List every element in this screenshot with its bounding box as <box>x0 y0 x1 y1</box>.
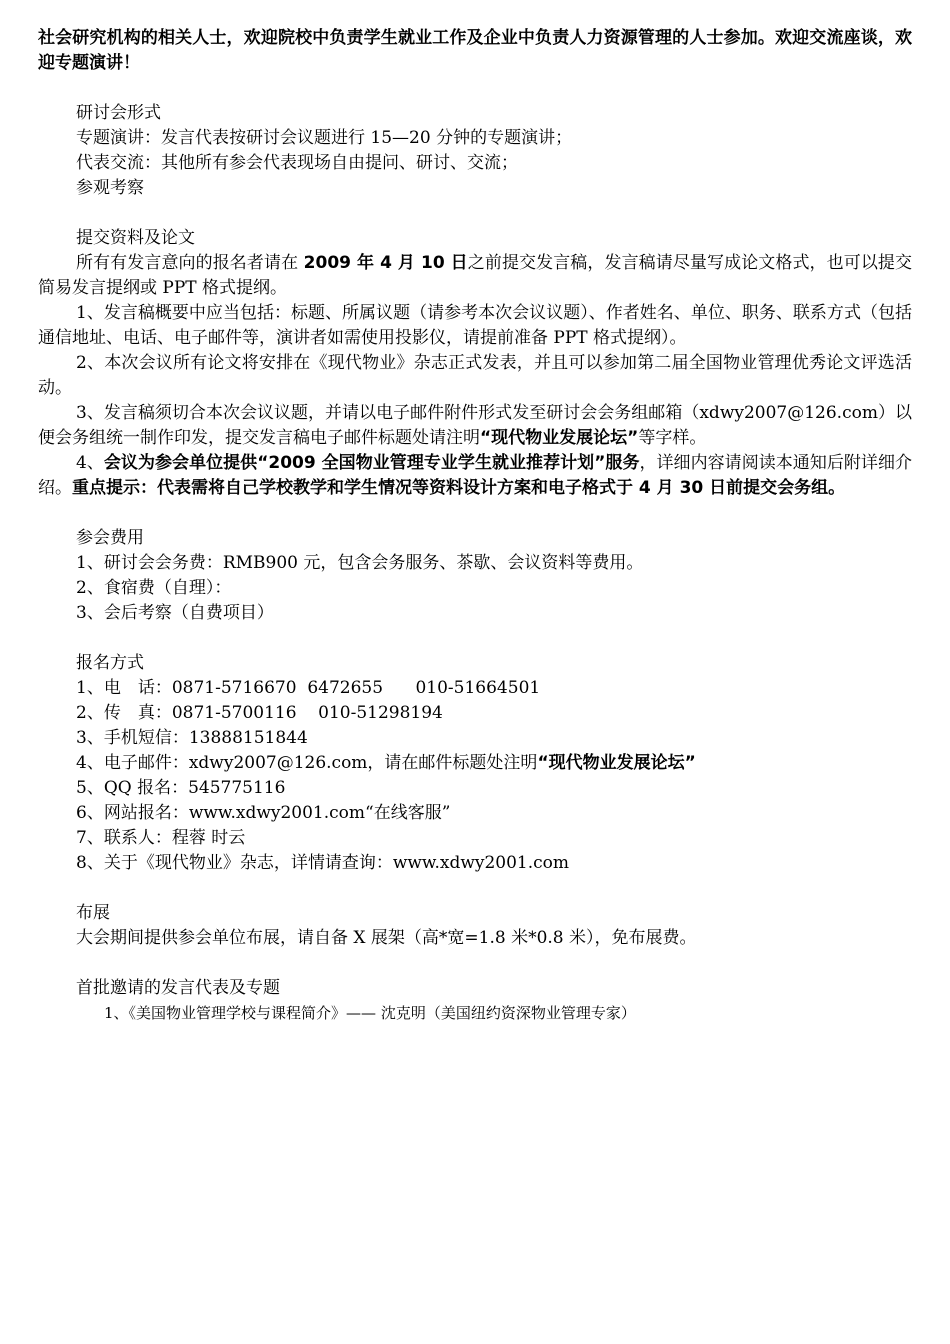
registration-item: 7、联系人：程蓉 时云 <box>76 828 246 848</box>
section-heading-registration: 报名方式 <box>76 653 144 673</box>
submission-item <box>38 401 912 451</box>
registration-item: 8、关于《现代物业》杂志，详情请查询：www.xdwy2001.com <box>76 853 570 873</box>
submission-paragraph <box>38 251 912 301</box>
section-heading-submission: 提交资料及论文 <box>76 228 195 248</box>
text-span: 等字样。 <box>638 428 707 448</box>
speaker-item: 1、《美国物业管理学校与课程简介》—— 沈克明（美国纽约资深物业管理专家） <box>104 1004 636 1022</box>
registration-item: 6、网站报名：www.xdwy2001.com“在线客服” <box>76 803 451 823</box>
service-emphasis: 会议为参会单位提供“2009 全国物业管理专业学生就业推荐计划”服务 <box>103 453 640 473</box>
section-heading-speakers: 首批邀请的发言代表及专题 <box>76 978 280 998</box>
fee-item: 3、会后考察（自费项目） <box>76 603 274 623</box>
registration-item: 1、电 话：0871-5716670 6472655 010-51664501 <box>76 678 541 698</box>
format-item: 参观考察 <box>76 178 144 198</box>
text-span: 所有有发言意向的报名者请在 <box>76 253 304 273</box>
intro-paragraph: 社会研究机构的相关人士，欢迎院校中负责学生就业工作及企业中负责人力资源管理的人士参加。欢迎交流座谈，欢迎专题演讲！ <box>38 28 912 73</box>
submission-item <box>38 451 912 501</box>
section-heading-format: 研讨会形式 <box>76 103 161 123</box>
section-heading-exhibition: 布展 <box>76 903 110 923</box>
format-item: 代表交流：其他所有参会代表现场自由提问、研讨、交流； <box>76 153 518 173</box>
registration-item: 3、手机短信：13888151844 <box>76 728 308 748</box>
format-item: 专题演讲：发言代表按研讨会议题进行 15—20 分钟的专题演讲； <box>76 128 573 148</box>
text-span: 4、 <box>76 453 104 473</box>
text-span: ，详细内容请阅读本通知后附详细介绍。 <box>38 453 913 498</box>
section-heading-fees: 参会费用 <box>76 528 144 548</box>
forum-name-emphasis: “现代物业发展论坛” <box>480 428 639 448</box>
registration-item <box>38 751 912 776</box>
submission-item: 1、发言稿概要中应当包括：标题、所属议题（请参考本次会议议题）、作者姓名、单位、职务、联系方式（包括通信地址、电话、电子邮件等，演讲者如需使用投影仪，请提前准备 PPT 格式提纲）。 <box>38 303 912 348</box>
registration-item: 2、传 真：0871-5700116 010-51298194 <box>76 703 443 723</box>
document-content <box>38 26 912 1026</box>
fee-item: 1、研讨会会务费：RMB900 元，包含会务服务、茶歇、会议资料等费用。 <box>76 553 644 573</box>
submission-item: 2、本次会议所有论文将安排在《现代物业》杂志正式发表，并且可以参加第二届全国物业管理优秀论文评选活动。 <box>38 353 912 398</box>
key-notice: 重点提示：代表需将自己学校教学和学生情况等资料设计方案和电子格式于 4 月 30 日前提交会务组。 <box>72 478 846 498</box>
exhibition-text: 大会期间提供参会单位布展，请自备 X 展架（高*宽=1.8 米*0.8 米），免布展费。 <box>76 928 697 948</box>
registration-item: 5、QQ 报名：545775116 <box>76 778 286 798</box>
text-span: 3、发言稿须切合本次会议议题，并请以电子邮件附件形式发至研讨会会务组邮箱（xdwy2007@126.com）以便会务组统一制作印发，提交发言稿电子邮件标题处请注明 <box>38 403 912 448</box>
text-span: 4、电子邮件：xdwy2007@126.com，请在邮件标题处注明 <box>76 753 538 773</box>
fee-item: 2、食宿费（自理）： <box>76 578 232 598</box>
forum-name-emphasis: “现代物业发展论坛” <box>537 753 696 773</box>
deadline-date: 2009 年 4 月 10 日 <box>303 253 468 273</box>
text-span: 之前提交发言稿，发言稿请尽量写成论文格式，也可以提交简易发言提纲或 PPT 格式提纲。 <box>38 253 912 298</box>
